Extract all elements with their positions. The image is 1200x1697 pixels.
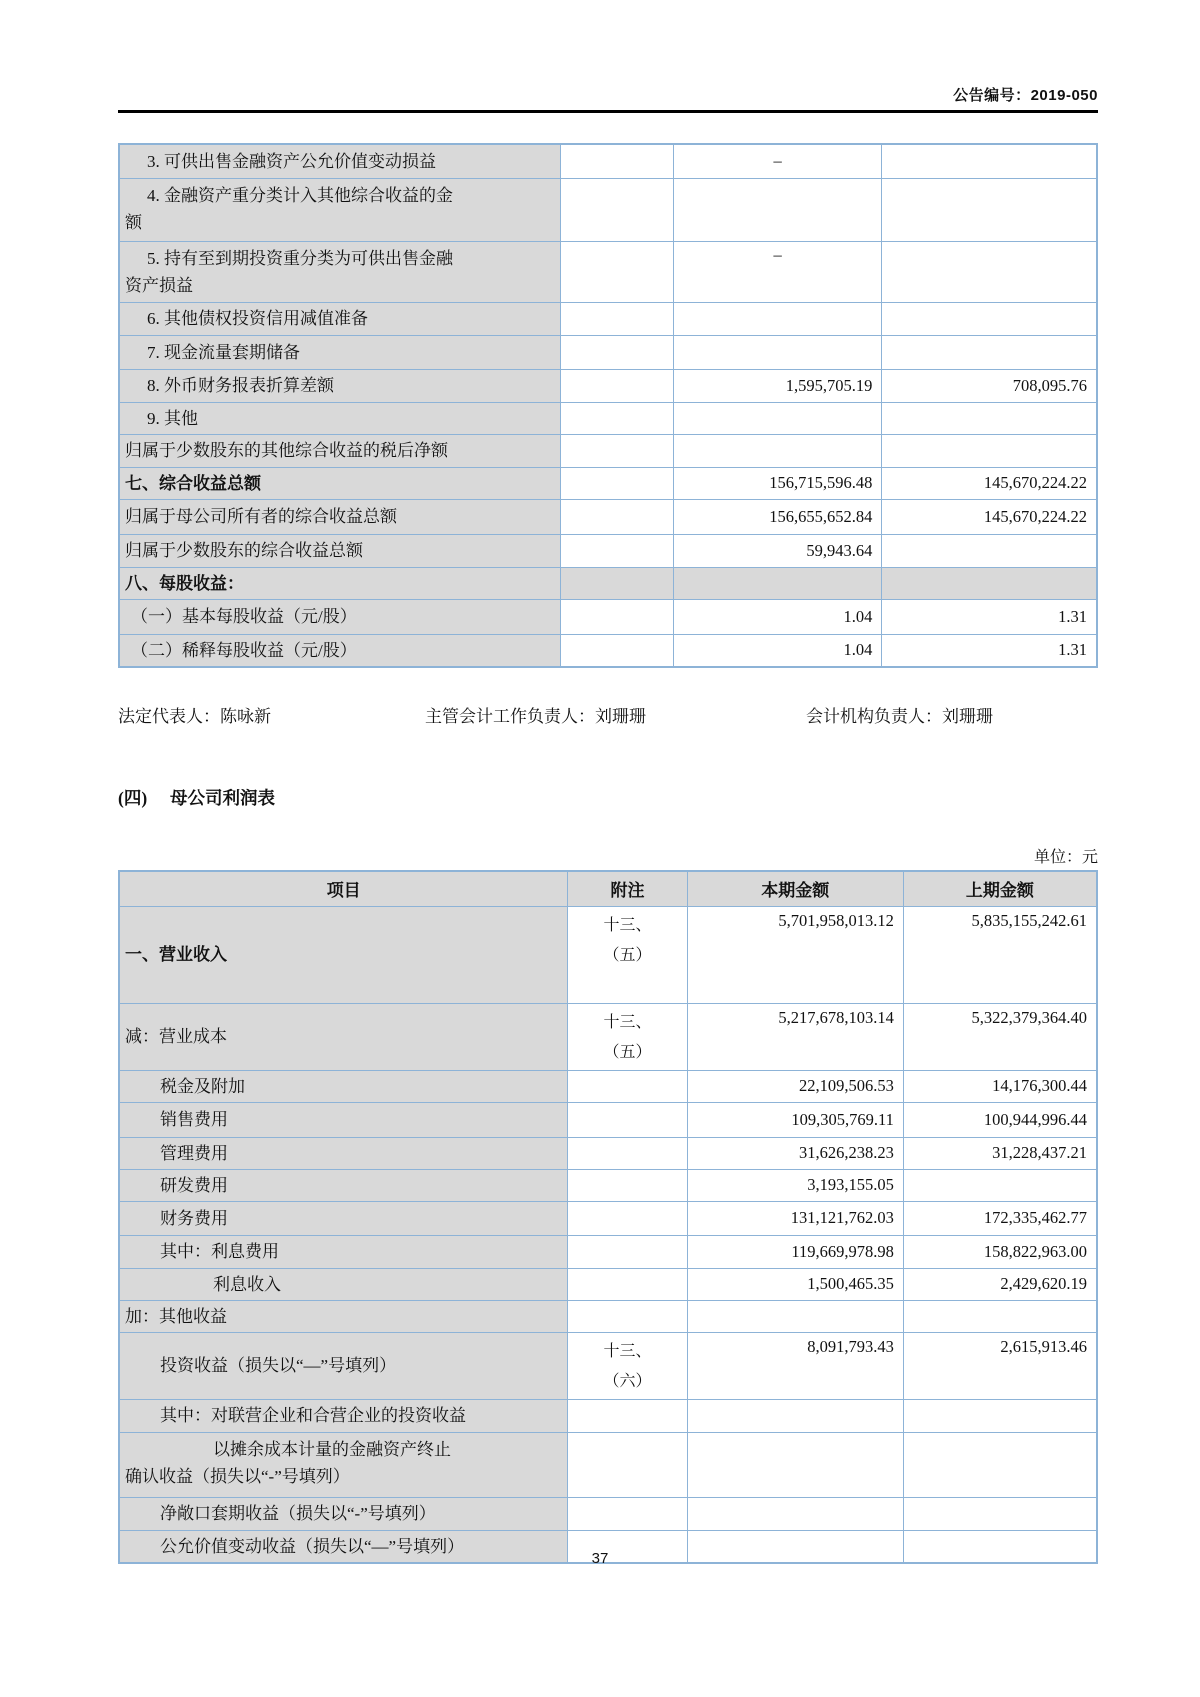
- item-label-cell: [119, 369, 560, 402]
- item-label-cell: [119, 567, 560, 599]
- current-amount-cell: 109,305,769.11: [687, 1102, 903, 1137]
- prior-amount-cell: 145,670,224.22: [882, 467, 1097, 499]
- col-header-current-amount: 本期金额: [687, 871, 903, 907]
- current-amount-cell: 1.04: [674, 634, 882, 667]
- prior-amount-cell: [882, 302, 1097, 335]
- item-label: 研发费用: [160, 1175, 228, 1195]
- item-label-cell: [119, 534, 560, 567]
- item-label: 额: [125, 212, 142, 232]
- item-label: 财务费用: [160, 1208, 228, 1228]
- prior-amount-cell: 31,228,437.21: [903, 1137, 1097, 1169]
- prior-amount-cell: 158,822,963.00: [903, 1235, 1097, 1268]
- item-label-cell: [119, 1137, 568, 1169]
- prior-amount-cell: [903, 1300, 1097, 1332]
- item-label-cell: [119, 1332, 568, 1399]
- item-label: 4. 金融资产重分类计入其他综合收益的金: [147, 185, 453, 205]
- table-row: [119, 1201, 1097, 1235]
- item-label: 一、营业收入: [125, 945, 227, 964]
- table-row: [119, 1399, 1097, 1432]
- table-row: [119, 467, 1097, 499]
- item-label-cell: [119, 241, 560, 302]
- col-header-note: 附注: [568, 871, 687, 907]
- item-label: 3. 可供出售金融资产公允价值变动损益: [147, 151, 436, 171]
- prior-amount-cell: [903, 1169, 1097, 1201]
- prior-amount-cell: 1.31: [882, 634, 1097, 667]
- note-text: （六）: [603, 1372, 652, 1390]
- current-amount-cell: 1.04: [674, 599, 882, 634]
- current-amount-cell: [674, 402, 882, 434]
- accounting-dept-head: 会计机构负责人：刘珊珊: [806, 706, 993, 726]
- note-cell: [568, 1399, 687, 1432]
- note-cell: [560, 369, 673, 402]
- prior-amount-cell: [903, 1497, 1097, 1530]
- table-row: [119, 335, 1097, 369]
- note-cell: [568, 1300, 687, 1332]
- prior-amount-cell: [882, 402, 1097, 434]
- prior-amount-cell: 100,944,996.44: [903, 1102, 1097, 1137]
- header-rule: [118, 110, 1098, 113]
- item-label: 6. 其他债权投资信用减值准备: [147, 309, 368, 328]
- item-label-cell: [119, 906, 568, 1003]
- col-header-item: 项目: [119, 871, 568, 907]
- item-label: 以摊余成本计量的金融资产终止: [213, 1439, 451, 1459]
- current-amount-cell: [687, 1399, 903, 1432]
- item-label-cell: [119, 1235, 568, 1268]
- item-label-cell: [119, 144, 560, 178]
- note-cell: [568, 1137, 687, 1169]
- current-amount-cell: –: [674, 241, 882, 302]
- prior-amount-cell: [882, 335, 1097, 369]
- item-label: 销售费用: [160, 1110, 228, 1129]
- table-row: [119, 369, 1097, 402]
- item-label: 减：营业成本: [125, 1027, 227, 1046]
- item-label-cell: [119, 1102, 568, 1137]
- table-row: [119, 1268, 1097, 1300]
- prior-amount-cell: [903, 1432, 1097, 1497]
- table-row: [119, 302, 1097, 335]
- chief-accounting-officer: 主管会计工作负责人：刘珊珊: [425, 706, 646, 726]
- current-amount-cell: 31,626,238.23: [687, 1137, 903, 1169]
- table-row: [119, 402, 1097, 434]
- current-amount-cell: [674, 335, 882, 369]
- note-cell: [560, 634, 673, 667]
- prior-amount-cell: [903, 1399, 1097, 1432]
- current-amount-cell: [674, 302, 882, 335]
- current-amount-cell: [674, 567, 882, 599]
- table-row: [119, 434, 1097, 467]
- item-label: 9. 其他: [147, 408, 198, 428]
- item-label-cell: [119, 302, 560, 335]
- current-amount-cell: [687, 1497, 903, 1530]
- table-row: [119, 906, 1097, 1003]
- header-row: [119, 871, 1097, 907]
- item-label: 5. 持有至到期投资重分类为可供出售金融: [147, 248, 453, 268]
- item-label-cell: [119, 1497, 568, 1530]
- table-row: [119, 1235, 1097, 1268]
- table-row: [119, 499, 1097, 534]
- table-row: [119, 634, 1097, 667]
- item-label: 归属于母公司所有者的综合收益总额: [125, 507, 397, 526]
- current-amount-cell: 5,701,958,013.12: [687, 906, 903, 1003]
- note-cell: [568, 1332, 687, 1399]
- item-label-cell: [119, 402, 560, 434]
- current-amount-cell: 131,121,762.03: [687, 1201, 903, 1235]
- table-row: [119, 241, 1097, 302]
- signature-line: [118, 702, 1098, 727]
- item-label-cell: [119, 335, 560, 369]
- prior-amount-cell: [882, 241, 1097, 302]
- item-label-cell: [119, 467, 560, 499]
- prior-amount-cell: 5,322,379,364.40: [903, 1003, 1097, 1070]
- prior-amount-cell: [882, 567, 1097, 599]
- item-label-cell: [119, 1399, 568, 1432]
- current-amount-cell: 22,109,506.53: [687, 1070, 903, 1102]
- item-label-cell: [119, 1169, 568, 1201]
- note-cell: [568, 1003, 687, 1070]
- item-label: 归属于少数股东的其他综合收益的税后净额: [125, 441, 448, 460]
- item-label: 七、综合收益总额: [125, 473, 261, 493]
- table-row: [119, 1169, 1097, 1201]
- item-label: 7. 现金流量套期储备: [147, 342, 300, 362]
- current-amount-cell: 156,715,596.48: [674, 467, 882, 499]
- note-cell: [568, 1102, 687, 1137]
- note-text: （五）: [603, 1043, 652, 1061]
- item-label: 确认收益（损失以“-”号填列）: [125, 1466, 350, 1486]
- table-row: [119, 1102, 1097, 1137]
- table-row: [119, 178, 1097, 241]
- note-cell: [560, 599, 673, 634]
- table-row: [119, 599, 1097, 634]
- item-label-cell: [119, 1201, 568, 1235]
- current-amount-cell: [687, 1432, 903, 1497]
- announcement-number: 公告编号：2019-050: [953, 87, 1098, 104]
- prior-amount-cell: 172,335,462.77: [903, 1201, 1097, 1235]
- item-label-cell: [119, 499, 560, 534]
- prior-amount-cell: 14,176,300.44: [903, 1070, 1097, 1102]
- parent-income-table: [118, 870, 1098, 1564]
- table-row: [119, 1137, 1097, 1169]
- note-cell: [560, 144, 673, 178]
- legal-representative: 法定代表人：陈咏新: [118, 706, 271, 726]
- table-row: [119, 144, 1097, 178]
- item-label-cell: [119, 434, 560, 467]
- note-cell: [560, 499, 673, 534]
- note-cell: [568, 1497, 687, 1530]
- item-label: 投资收益（损失以“—”号填列）: [160, 1356, 397, 1375]
- prior-amount-cell: 708,095.76: [882, 369, 1097, 402]
- item-label: 其中：利息费用: [160, 1242, 279, 1261]
- item-label: 管理费用: [160, 1143, 228, 1163]
- prior-amount-cell: 5,835,155,242.61: [903, 906, 1097, 1003]
- prior-amount-cell: 1.31: [882, 599, 1097, 634]
- item-label-cell: [119, 634, 560, 667]
- page-content: [118, 0, 1098, 1564]
- prior-amount-cell: [882, 534, 1097, 567]
- prior-amount-cell: 2,615,913.46: [903, 1332, 1097, 1399]
- item-label: 加：其他收益: [125, 1306, 227, 1326]
- section-name: 母公司利润表: [170, 787, 275, 808]
- note-text: 十三、: [603, 1013, 652, 1031]
- item-label-cell: [119, 1070, 568, 1102]
- item-label-cell: [119, 178, 560, 241]
- current-amount-cell: 5,217,678,103.14: [687, 1003, 903, 1070]
- note-cell: [560, 302, 673, 335]
- current-amount-cell: 59,943.64: [674, 534, 882, 567]
- note-cell: [560, 241, 673, 302]
- item-label-cell: [119, 1432, 568, 1497]
- current-amount-cell: –: [674, 144, 882, 178]
- item-label: 资产损益: [125, 275, 193, 295]
- table-row: [119, 1497, 1097, 1530]
- note-cell: [568, 1432, 687, 1497]
- note-cell: [568, 1201, 687, 1235]
- item-label: 8. 外币财务报表折算差额: [147, 376, 334, 395]
- note-cell: [568, 906, 687, 1003]
- prior-amount-cell: [882, 144, 1097, 178]
- item-label: 归属于少数股东的综合收益总额: [125, 541, 363, 560]
- note-cell: [560, 178, 673, 241]
- table-row: [119, 567, 1097, 599]
- note-cell: [560, 402, 673, 434]
- table-row: [119, 534, 1097, 567]
- item-label-cell: [119, 1003, 568, 1070]
- current-amount-cell: [674, 178, 882, 241]
- item-label: 税金及附加: [160, 1076, 245, 1096]
- item-label: 公允价值变动收益（损失以“—”号填列）: [160, 1536, 465, 1556]
- current-amount-cell: 1,595,705.19: [674, 369, 882, 402]
- current-amount-cell: [674, 434, 882, 467]
- table-row: [119, 1300, 1097, 1332]
- unit-label: 单位：元: [1033, 848, 1098, 866]
- note-cell: [568, 1268, 687, 1300]
- col-header-prior-amount: 上期金额: [903, 871, 1097, 907]
- prior-amount-cell: 2,429,620.19: [903, 1268, 1097, 1300]
- current-amount-cell: [687, 1300, 903, 1332]
- comprehensive-income-table: [118, 143, 1098, 668]
- item-label-cell: [119, 599, 560, 634]
- note-cell: [560, 567, 673, 599]
- section-number: (四): [118, 787, 148, 808]
- current-amount-cell: 1,500,465.35: [687, 1268, 903, 1300]
- note-text: 十三、: [603, 916, 652, 934]
- item-label: 其中：对联营企业和合营企业的投资收益: [160, 1406, 466, 1425]
- prior-amount-cell: [882, 178, 1097, 241]
- item-label: （二）稀释每股收益（元/股）: [131, 640, 357, 660]
- note-cell: [568, 1070, 687, 1102]
- current-amount-cell: 156,655,652.84: [674, 499, 882, 534]
- current-amount-cell: 119,669,978.98: [687, 1235, 903, 1268]
- note-cell: [568, 1169, 687, 1201]
- item-label: 八、每股收益：: [125, 573, 244, 593]
- comprehensive-income-table-body: [119, 144, 1097, 667]
- section-title: [118, 785, 1098, 810]
- prior-amount-cell: [882, 434, 1097, 467]
- table-row: [119, 1003, 1097, 1070]
- page-number: 37: [591, 1550, 609, 1567]
- note-text: 十三、: [603, 1342, 652, 1360]
- note-cell: [568, 1235, 687, 1268]
- note-text: （五）: [603, 946, 652, 964]
- current-amount-cell: 3,193,155.05: [687, 1169, 903, 1201]
- parent-income-table-body: [119, 906, 1097, 1563]
- note-cell: [560, 467, 673, 499]
- item-label: 利息收入: [213, 1274, 281, 1294]
- table-row: [119, 1432, 1097, 1497]
- item-label-cell: [119, 1300, 568, 1332]
- item-label-cell: [119, 1268, 568, 1300]
- prior-amount-cell: 145,670,224.22: [882, 499, 1097, 534]
- table-row: [119, 1332, 1097, 1399]
- current-amount-cell: 8,091,793.43: [687, 1332, 903, 1399]
- note-cell: [560, 434, 673, 467]
- item-label: （一）基本每股收益（元/股）: [131, 607, 357, 626]
- note-cell: [560, 335, 673, 369]
- note-cell: [560, 534, 673, 567]
- item-label: 净敞口套期收益（损失以“-”号填列）: [160, 1504, 436, 1523]
- table-row: [119, 1070, 1097, 1102]
